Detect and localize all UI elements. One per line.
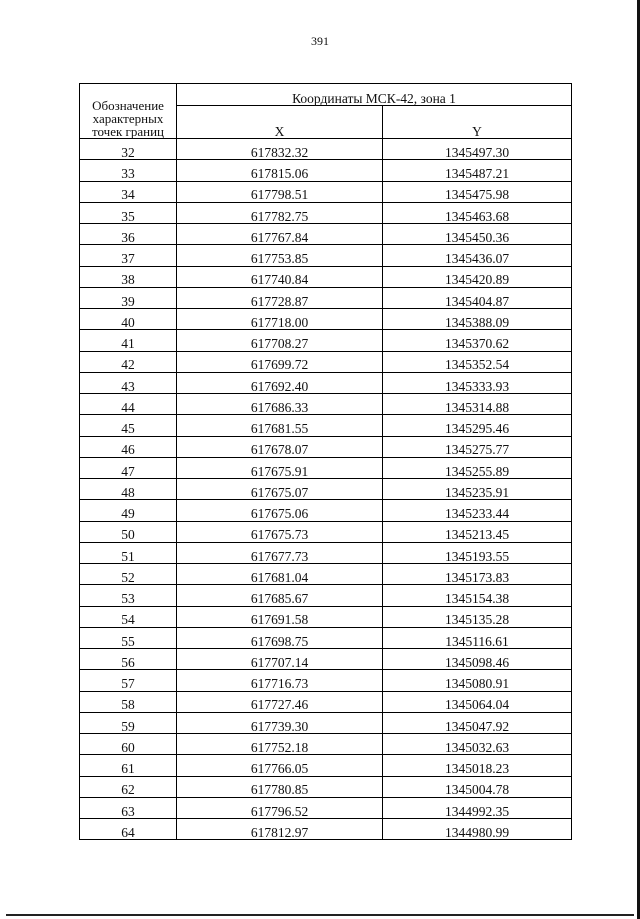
y-cell: 1345255.89	[383, 457, 572, 478]
table-row	[80, 457, 572, 478]
x-cell: 617727.46	[177, 691, 383, 712]
table-row	[80, 436, 572, 457]
table-row	[80, 691, 572, 712]
y-cell: 1345047.92	[383, 712, 572, 733]
table-row	[80, 712, 572, 733]
table-row	[80, 266, 572, 287]
y-cell: 1345098.46	[383, 649, 572, 670]
table-row	[80, 564, 572, 585]
y-cell: 1345154.38	[383, 585, 572, 606]
x-cell: 617766.05	[177, 755, 383, 776]
point-cell: 56	[80, 649, 177, 670]
y-cell: 1345173.83	[383, 564, 572, 585]
x-cell: 617716.73	[177, 670, 383, 691]
point-cell: 33	[80, 160, 177, 181]
y-cell: 1345235.91	[383, 479, 572, 500]
table-row	[80, 819, 572, 840]
x-cell: 617796.52	[177, 797, 383, 818]
table-row	[80, 670, 572, 691]
y-cell: 1345475.98	[383, 181, 572, 202]
y-cell: 1345370.62	[383, 330, 572, 351]
y-cell: 1345295.46	[383, 415, 572, 436]
table-row	[80, 160, 572, 181]
table-row	[80, 372, 572, 393]
y-cell: 1344992.35	[383, 797, 572, 818]
table-row	[80, 309, 572, 330]
x-cell: 617767.84	[177, 224, 383, 245]
y-cell: 1345314.88	[383, 394, 572, 415]
y-cell: 1345064.04	[383, 691, 572, 712]
table-body	[80, 139, 572, 840]
point-cell: 51	[80, 542, 177, 563]
y-cell: 1345004.78	[383, 776, 572, 797]
y-cell: 1345213.45	[383, 521, 572, 542]
table-row	[80, 585, 572, 606]
header-coordinates: Координаты МСК-42, зона 1	[177, 84, 572, 106]
x-cell: 617718.00	[177, 309, 383, 330]
table-row	[80, 245, 572, 266]
x-cell: 617681.04	[177, 564, 383, 585]
point-cell: 39	[80, 287, 177, 308]
header-designation: Обозначение характерных точек границ	[80, 84, 177, 139]
point-cell: 37	[80, 245, 177, 266]
y-cell: 1345080.91	[383, 670, 572, 691]
x-cell: 617752.18	[177, 734, 383, 755]
point-cell: 63	[80, 797, 177, 818]
point-cell: 64	[80, 819, 177, 840]
point-cell: 52	[80, 564, 177, 585]
x-cell: 617698.75	[177, 627, 383, 648]
x-cell: 617753.85	[177, 245, 383, 266]
x-cell: 617699.72	[177, 351, 383, 372]
x-cell: 617681.55	[177, 415, 383, 436]
x-cell: 617728.87	[177, 287, 383, 308]
point-cell: 34	[80, 181, 177, 202]
point-cell: 46	[80, 436, 177, 457]
table-row	[80, 755, 572, 776]
table-row	[80, 649, 572, 670]
x-cell: 617678.07	[177, 436, 383, 457]
scan-edge-bottom	[6, 914, 634, 916]
point-cell: 43	[80, 372, 177, 393]
x-cell: 617707.14	[177, 649, 383, 670]
y-cell: 1345018.23	[383, 755, 572, 776]
x-cell: 617675.91	[177, 457, 383, 478]
point-cell: 58	[80, 691, 177, 712]
point-cell: 59	[80, 712, 177, 733]
x-cell: 617691.58	[177, 606, 383, 627]
y-cell: 1345233.44	[383, 500, 572, 521]
y-cell: 1345135.28	[383, 606, 572, 627]
coordinates-table	[79, 83, 572, 840]
x-cell: 617686.33	[177, 394, 383, 415]
y-cell: 1345450.36	[383, 224, 572, 245]
table-row	[80, 521, 572, 542]
table-row	[80, 224, 572, 245]
point-cell: 54	[80, 606, 177, 627]
table-row	[80, 627, 572, 648]
y-cell: 1345497.30	[383, 139, 572, 160]
table-row	[80, 542, 572, 563]
table-row	[80, 181, 572, 202]
table-row	[80, 734, 572, 755]
table-row	[80, 415, 572, 436]
point-cell: 42	[80, 351, 177, 372]
y-cell: 1345333.93	[383, 372, 572, 393]
table-row	[80, 139, 572, 160]
header-x: X	[177, 106, 383, 139]
point-cell: 60	[80, 734, 177, 755]
x-cell: 617708.27	[177, 330, 383, 351]
point-cell: 41	[80, 330, 177, 351]
table-row	[80, 776, 572, 797]
page-number: 391	[311, 34, 329, 48]
point-cell: 49	[80, 500, 177, 521]
x-cell: 617798.51	[177, 181, 383, 202]
y-cell: 1345275.77	[383, 436, 572, 457]
point-cell: 55	[80, 627, 177, 648]
point-cell: 50	[80, 521, 177, 542]
point-cell: 62	[80, 776, 177, 797]
y-cell: 1345420.89	[383, 266, 572, 287]
point-cell: 47	[80, 457, 177, 478]
table-row	[80, 351, 572, 372]
table-row	[80, 500, 572, 521]
y-cell: 1345487.21	[383, 160, 572, 181]
x-cell: 617782.75	[177, 202, 383, 223]
y-cell: 1345388.09	[383, 309, 572, 330]
table-row	[80, 287, 572, 308]
point-cell: 53	[80, 585, 177, 606]
x-cell: 617685.67	[177, 585, 383, 606]
table-row	[80, 479, 572, 500]
point-cell: 36	[80, 224, 177, 245]
point-cell: 44	[80, 394, 177, 415]
table-row	[80, 606, 572, 627]
y-cell: 1345032.63	[383, 734, 572, 755]
table-row	[80, 202, 572, 223]
point-cell: 40	[80, 309, 177, 330]
header-y: Y	[383, 106, 572, 139]
point-cell: 48	[80, 479, 177, 500]
x-cell: 617739.30	[177, 712, 383, 733]
y-cell: 1345404.87	[383, 287, 572, 308]
point-cell: 32	[80, 139, 177, 160]
point-cell: 57	[80, 670, 177, 691]
x-cell: 617675.07	[177, 479, 383, 500]
table-row	[80, 797, 572, 818]
x-cell: 617832.32	[177, 139, 383, 160]
y-cell: 1345463.68	[383, 202, 572, 223]
table-row	[80, 394, 572, 415]
point-cell: 61	[80, 755, 177, 776]
point-cell: 45	[80, 415, 177, 436]
point-cell: 35	[80, 202, 177, 223]
y-cell: 1345193.55	[383, 542, 572, 563]
y-cell: 1345116.61	[383, 627, 572, 648]
x-cell: 617812.97	[177, 819, 383, 840]
x-cell: 617692.40	[177, 372, 383, 393]
y-cell: 1344980.99	[383, 819, 572, 840]
x-cell: 617740.84	[177, 266, 383, 287]
x-cell: 617677.73	[177, 542, 383, 563]
x-cell: 617675.73	[177, 521, 383, 542]
point-cell: 38	[80, 266, 177, 287]
y-cell: 1345352.54	[383, 351, 572, 372]
x-cell: 617780.85	[177, 776, 383, 797]
x-cell: 617675.06	[177, 500, 383, 521]
table-row	[80, 330, 572, 351]
x-cell: 617815.06	[177, 160, 383, 181]
y-cell: 1345436.07	[383, 245, 572, 266]
